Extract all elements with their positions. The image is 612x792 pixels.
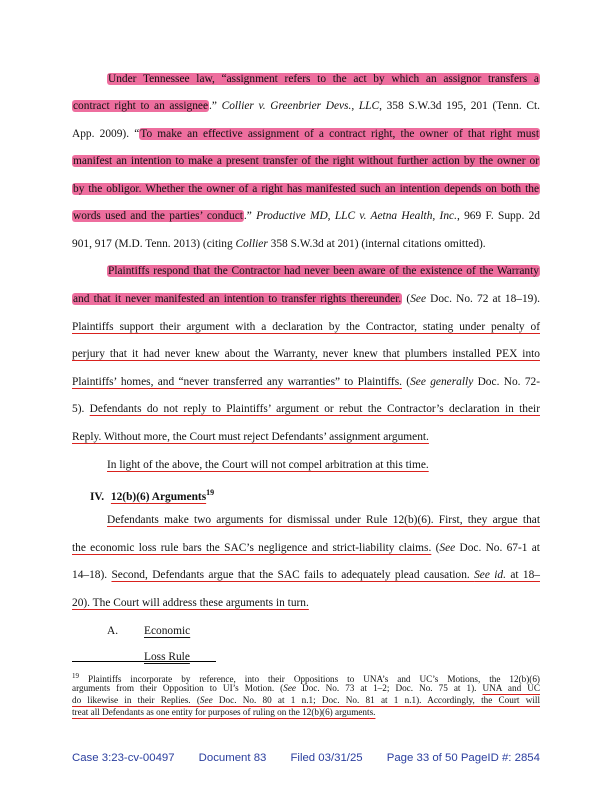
text-run: perjury that it had never knew about the Warranty, never knew that plumbers installed PEX into	[72, 348, 540, 360]
text-line	[72, 396, 540, 422]
text-line	[72, 341, 540, 367]
text-line	[72, 148, 540, 174]
text-line	[72, 231, 486, 257]
text-line	[72, 121, 540, 147]
text-run: App. 2009). “	[72, 128, 140, 140]
text-run: See	[439, 542, 456, 554]
text-line	[72, 535, 540, 561]
subsection-number: A.	[107, 625, 119, 637]
text-run: See	[283, 683, 296, 693]
text-run: 901, 917 (M.D. Tenn. 2013) (citing	[72, 238, 236, 250]
text-run: .”	[209, 100, 222, 112]
text-run: .”	[243, 210, 257, 222]
footnote-line	[72, 706, 540, 718]
text-run: and that it never manifested an intention to transfer rights thereunder.	[73, 293, 402, 305]
text-run: See id.	[474, 569, 506, 581]
text-run: , 358 S.W.3d 195, 201 (Tenn. Ct.	[379, 100, 540, 112]
section-title: 12(b)(6) Arguments	[110, 490, 207, 503]
page-info: Page 33 of 50 PageID #: 2854	[386, 752, 540, 764]
text-run: Defendants do not reply to Plaintiffs’ argument or rebut the Contractor’s declaration in their	[89, 403, 540, 415]
text-run: Defendants make two arguments for dismissal under Rule 12(b)(6). First, they argue that	[107, 514, 540, 526]
text-run: treat all Defendants as one entity for purposes of ruling on the 12(b)(6) arguments.	[72, 707, 376, 717]
text-run: do likewise in their Replies. (	[72, 695, 200, 705]
text-run: 5).	[72, 403, 90, 415]
text-run: See	[199, 695, 213, 705]
text-run: Doc. No. 72 at 18–19).	[426, 293, 541, 305]
text-run: See generally	[410, 376, 474, 388]
text-line	[107, 66, 540, 92]
text-run: at 18–	[505, 569, 540, 581]
text-line	[72, 93, 540, 119]
text-run: Under Tennessee law, “assignment refers to the act by which an assignor transfers a	[108, 73, 539, 85]
case-number: Case 3:23-cv-00497	[72, 752, 175, 764]
section-heading	[90, 480, 214, 506]
text-run: Plaintiffs support their argument with a declaration by the Contractor, stating under penalty of	[72, 321, 540, 333]
footnote-rule	[72, 661, 216, 662]
text-line	[72, 176, 540, 202]
text-run: 19	[72, 672, 79, 680]
text-run: the economic loss rule bars the SAC’s negligence and strict-liability claims.	[72, 542, 432, 554]
footnote-line	[72, 694, 540, 706]
text-line	[72, 562, 540, 588]
text-line	[107, 258, 540, 284]
footnote-marker: 19	[206, 488, 215, 497]
page-footer	[72, 752, 540, 764]
footnote-line	[72, 670, 540, 685]
text-run: Doc. No. 72-	[473, 376, 541, 388]
subsection-title: Economic Loss Rule	[144, 625, 191, 663]
text-line	[72, 203, 540, 229]
filed-date: Filed 03/31/25	[290, 752, 363, 764]
text-run: 20). The Court will address these arguments in turn.	[72, 597, 309, 609]
text-run: arguments from their Opposition to UI’s Motion. (	[72, 683, 284, 693]
footnote-line	[72, 682, 540, 694]
text-line	[72, 590, 309, 616]
text-line	[72, 286, 540, 312]
text-run: In light of the above, the Court will not compel arbitration at this time.	[107, 459, 429, 471]
text-line	[72, 369, 540, 395]
text-run: (	[402, 293, 411, 305]
text-run: Collier v. Greenbrier Devs., LLC	[221, 100, 380, 112]
text-run: , 969 F. Supp. 2d	[456, 210, 540, 222]
text-run: contract right to an assignee	[73, 100, 209, 112]
text-run: Doc. No. 67-1 at	[455, 542, 540, 554]
text-run: Plaintiffs respond that the Contractor had never been aware of the existence of the Warranty	[108, 265, 539, 277]
text-run: Second, Defendants argue that the SAC fails to adequately plead causation.	[111, 569, 475, 581]
text-line	[107, 452, 429, 478]
text-run: Collier	[235, 238, 268, 250]
text-run: UNA and UC	[482, 683, 540, 693]
text-run: Doc. No. 73 at 1–2; Doc. No. 75 at 1).	[295, 683, 483, 693]
text-run: Doc. No. 80 at 1 n.1; Doc. No. 81 at 1 n.1). Accordingly, the Court will	[212, 695, 540, 705]
text-run: See	[410, 293, 426, 305]
text-run: 14–18).	[72, 569, 112, 581]
document-number: Document 83	[198, 752, 267, 764]
subsection-heading	[107, 618, 191, 663]
text-line	[72, 424, 429, 450]
text-run: Plaintiffs’ homes, and “never transferred any warranties” to Plaintiffs.	[72, 376, 402, 388]
text-run: (	[431, 542, 440, 554]
text-run: Reply. Without more, the Court must reject Defendants’ assignment argument.	[72, 431, 429, 443]
text-run: words used and the parties’ conduct	[73, 210, 243, 222]
text-line	[72, 314, 540, 340]
text-run: Productive MD, LLC v. Aetna Health, Inc.	[256, 210, 457, 222]
text-run: Plaintiffs incorporate by reference, into their Oppositions to UNA’s and UC’s Motions, the 12(b)(6)	[79, 674, 540, 685]
text-run: 358 S.W.3d at 201) (internal citations omitted).	[267, 238, 486, 250]
text-run: (	[401, 376, 411, 388]
text-line	[107, 507, 540, 533]
text-run: To make an effective assignment of a contract right, the owner of that right must	[140, 128, 539, 140]
text-run: manifest an intention to make a present transfer of the right without further action by the owner or	[73, 155, 539, 167]
section-number: IV.	[90, 490, 105, 503]
text-run: by the obligor. Whether the owner of a right has manifested such an intention depends on both the	[73, 183, 539, 195]
